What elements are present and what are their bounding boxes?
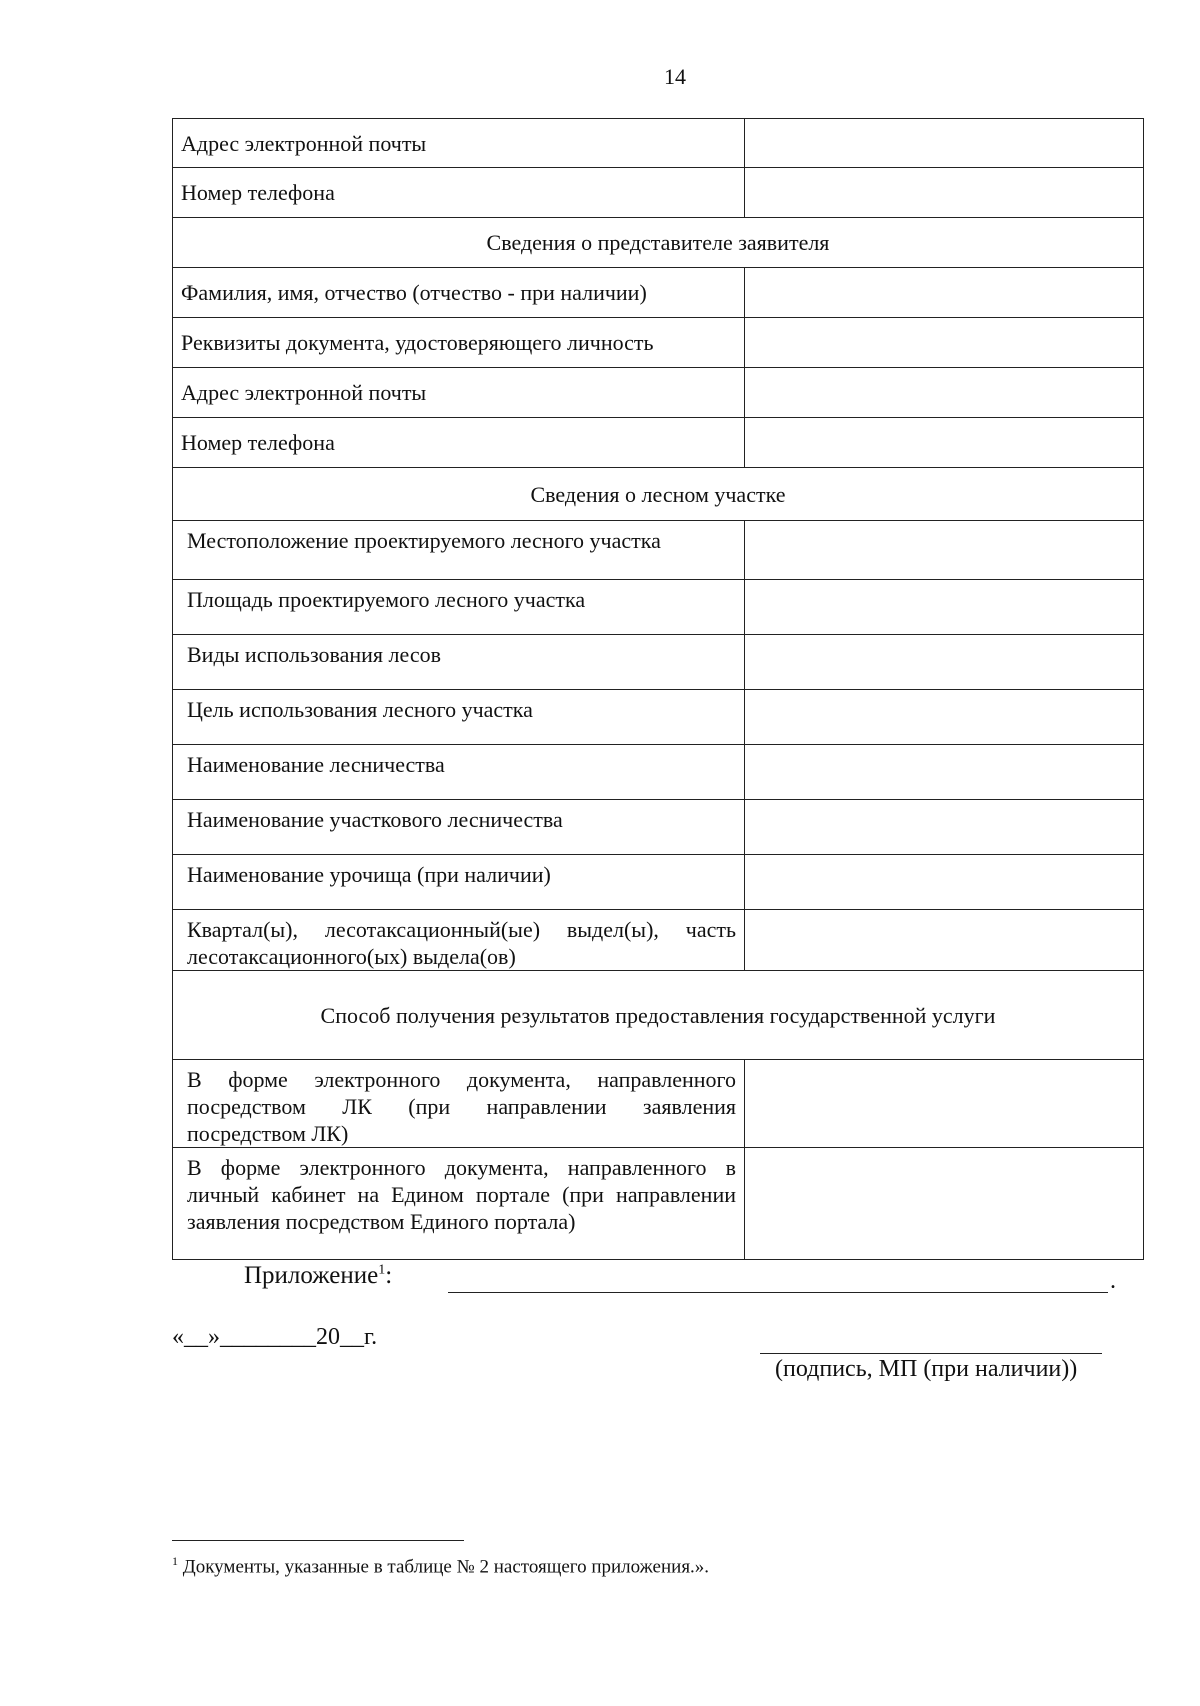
table-row: [173, 119, 1144, 168]
table-row: [173, 268, 1144, 318]
appendix-colon: :: [385, 1262, 393, 1289]
field-label: В форме электронного документа, направленного посредством ЛК (при направлении заявления посредством ЛК): [173, 1060, 745, 1148]
field-label: Адрес электронной почты: [173, 368, 745, 418]
footnote-divider: [172, 1540, 464, 1541]
table-row: [173, 468, 1144, 521]
field-value[interactable]: [745, 521, 1144, 580]
field-label: Реквизиты документа, удостоверяющего личность: [173, 318, 745, 368]
footnote-mark: 1: [172, 1554, 178, 1568]
table-row: [173, 521, 1144, 580]
field-label: Наименование лесничества: [173, 745, 745, 800]
field-value[interactable]: [745, 635, 1144, 690]
field-value[interactable]: [745, 119, 1144, 168]
field-label: Площадь проектируемого лесного участка: [173, 580, 745, 635]
field-label: Виды использования лесов: [173, 635, 745, 690]
appendix-end-dot: .: [1110, 1268, 1116, 1294]
table-row: [173, 1148, 1144, 1260]
table-row: [173, 318, 1144, 368]
field-value[interactable]: [745, 745, 1144, 800]
page-number: 14: [664, 64, 686, 89]
section-heading: Сведения о лесном участке: [173, 468, 1144, 521]
appendix-blank-line[interactable]: [448, 1292, 1108, 1293]
table-row: [173, 1060, 1144, 1148]
appendix-footnote-mark: 1: [378, 1262, 386, 1278]
field-value[interactable]: [745, 368, 1144, 418]
footnote-text: Документы, указанные в таблице № 2 настоящего приложения.».: [182, 1556, 710, 1578]
field-label: В форме электронного документа, направленного в личный кабинет на Едином портале (при направлении заявления посредством Единого портала): [173, 1148, 745, 1260]
field-label: Местоположение проектируемого лесного участка: [173, 521, 745, 580]
field-value[interactable]: [745, 318, 1144, 368]
table-row: [173, 855, 1144, 910]
table-row: [173, 971, 1144, 1060]
field-value[interactable]: [745, 855, 1144, 910]
field-label: Номер телефона: [173, 168, 745, 218]
table-row: [173, 580, 1144, 635]
appendix-text: Приложение: [244, 1262, 379, 1289]
field-value[interactable]: [745, 580, 1144, 635]
date-line: «__»________20__г.: [172, 1324, 378, 1350]
field-label: Адрес электронной почты: [173, 119, 745, 168]
table-row: [173, 690, 1144, 745]
field-value[interactable]: [745, 1148, 1144, 1260]
field-value[interactable]: [745, 910, 1144, 971]
field-label: Наименование участкового лесничества: [173, 800, 745, 855]
table-row: [173, 218, 1144, 268]
table-row: [173, 368, 1144, 418]
table-row: [173, 635, 1144, 690]
table-row: [173, 910, 1144, 971]
field-label: Цель использования лесного участка: [173, 690, 745, 745]
application-form-table: [172, 118, 1144, 1260]
field-label: Квартал(ы), лесотаксационный(ые) выдел(ы), часть лесотаксационного(ых) выдела(ов): [173, 910, 745, 971]
field-label: Фамилия, имя, отчество (отчество - при наличии): [173, 268, 745, 318]
field-label: Номер телефона: [173, 418, 745, 468]
field-value[interactable]: [745, 1060, 1144, 1148]
signature-line[interactable]: [760, 1353, 1102, 1354]
section-heading: Способ получения результатов предоставления государственной услуги: [173, 971, 1144, 1060]
section-heading: Сведения о представителе заявителя: [173, 218, 1144, 268]
appendix-label: [244, 1262, 392, 1290]
field-label: Наименование урочища (при наличии): [173, 855, 745, 910]
field-value[interactable]: [745, 418, 1144, 468]
table-row: [173, 418, 1144, 468]
table-row: [173, 168, 1144, 218]
field-value[interactable]: [745, 800, 1144, 855]
footnote: [172, 1554, 709, 1578]
signature-caption: (подпись, МП (при наличии)): [775, 1356, 1078, 1382]
table-row: [173, 800, 1144, 855]
table-row: [173, 745, 1144, 800]
field-value[interactable]: [745, 268, 1144, 318]
field-value[interactable]: [745, 168, 1144, 218]
field-value[interactable]: [745, 690, 1144, 745]
